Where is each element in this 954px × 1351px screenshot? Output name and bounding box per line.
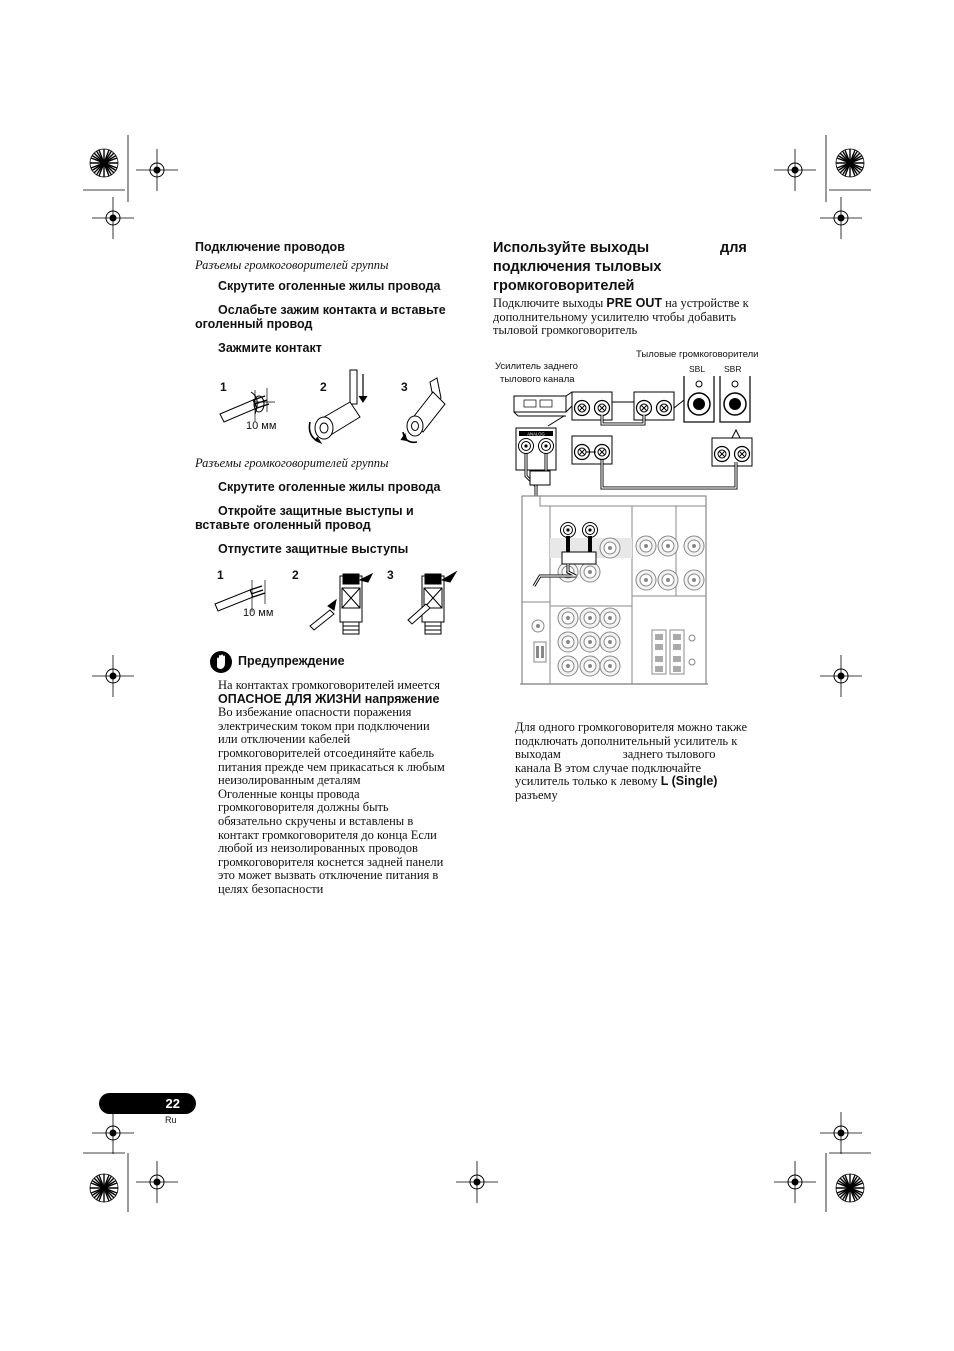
warning-line: Оголенные концы провода (218, 786, 360, 801)
section-title-line-1: Используйте выходы (493, 240, 650, 256)
warning-line: Во избежание опасности поражения (218, 705, 412, 720)
sbl-label: SBL (689, 364, 706, 374)
warning-line: неизолированным деталям (218, 773, 361, 788)
section-title-line-3: громкоговорителей (493, 278, 635, 294)
figure-b-label-2: 2 (292, 568, 299, 582)
warning-title: Предупреждение (238, 654, 345, 668)
section-title-line-1b: для (720, 240, 747, 256)
language-code: Ru (165, 1115, 177, 1125)
subheading-b: Разъемы громкоговорителей группы (195, 456, 389, 470)
step-a-1: Скрутите оголенные жилы провода (218, 279, 441, 293)
amp-label-line-1: Усилитель заднего (495, 361, 578, 372)
note-line-2: подключать дополнительный усилитель к (515, 733, 738, 748)
warning-line: громкоговорителей отсоединяйте кабель (218, 745, 435, 760)
intro-line-1-pre: Подключите выходы (493, 296, 607, 310)
warning-line: На контактах громкоговорителей имеется (218, 678, 440, 692)
hand-stop-icon (209, 650, 233, 674)
warning-line: или отключении кабелей (218, 732, 351, 747)
intro-paragraph (493, 297, 783, 338)
figure-b-dimension: 10 мм (243, 607, 274, 619)
step-b-3: Отпустите защитные выступы (218, 542, 409, 556)
warning-line-danger: ОПАСНОЕ ДЛЯ ЖИЗНИ напряжение (218, 691, 440, 706)
figure-a-label-2: 2 (320, 380, 327, 394)
note-line-4: канала В этом случае подключайте (515, 760, 702, 775)
figure-b-label-1: 1 (217, 568, 224, 582)
amp-label-line-2: тылового канала (500, 374, 575, 385)
intro-line-3: тыловой громкоговоритель (493, 323, 638, 338)
note-line-3b: заднего тылового (622, 747, 716, 762)
warning-text (218, 679, 478, 897)
rear-speaker-connection-diagram (510, 376, 775, 716)
warning-line: целях безопасности (218, 881, 324, 896)
warning-line: электрическим током при подключении (218, 718, 430, 733)
sbr-label: SBR (724, 364, 742, 374)
step-a-2-cont: оголенный провод (195, 317, 313, 331)
warning-line: питания прежде чем прикасаться к любым (218, 759, 445, 774)
warning-line: это может вызвать отключение питания в (218, 868, 439, 883)
intro-line-2: дополнительному усилителю чтобы добавить (493, 309, 737, 324)
analog-label: ANALOG (527, 431, 545, 437)
warning-line: контакт громкоговорителя до конца Если (218, 827, 437, 842)
figure-a-dimension: 10 мм (246, 420, 277, 432)
step-b-2-cont: вставьте оголенный провод (195, 518, 371, 532)
intro-line-1-post: на устройстве к (661, 296, 749, 310)
wire-twist-illustration-a (215, 362, 455, 447)
figure-b-label-3: 3 (387, 568, 394, 582)
wire-insert-illustration-b (210, 566, 465, 638)
note-paragraph (515, 721, 775, 803)
figure-a-label-1: 1 (220, 380, 227, 394)
warning-line: громкоговорителя коснется задней панели (218, 854, 444, 869)
note-line-3a: выходам (515, 747, 561, 762)
figure-a-label-3: 3 (401, 380, 408, 394)
section-heading: Подключение проводов (195, 240, 345, 254)
subheading-a: Разъемы громкоговорителей группы (195, 258, 389, 272)
section-title-line-2: подключения тыловых (493, 259, 662, 275)
note-l-single: L (Single) (660, 774, 718, 789)
step-a-3: Зажмите контакт (218, 341, 322, 355)
note-line-1: Для одного громкоговорителя можно также (515, 720, 748, 734)
page-number-badge: 22 (99, 1093, 196, 1114)
step-b-1: Скрутите оголенные жилы провода (218, 480, 441, 494)
note-line-5-pre: усилитель только к левому (515, 774, 661, 789)
warning-line: обязательно скручены и вставлены в (218, 813, 414, 828)
warning-line: любой из неизолированных проводов (218, 841, 418, 856)
speakers-label: Тыловые громкоговорители (636, 349, 759, 360)
warning-line: громкоговорителя должны быть (218, 800, 389, 815)
step-a-2: Ослабьте зажим контакта и вставьте (218, 303, 446, 317)
note-line-6: разъему (515, 787, 558, 802)
step-b-2: Откройте защитные выступы и (218, 504, 414, 518)
intro-pre-out: PRE OUT (606, 296, 662, 310)
